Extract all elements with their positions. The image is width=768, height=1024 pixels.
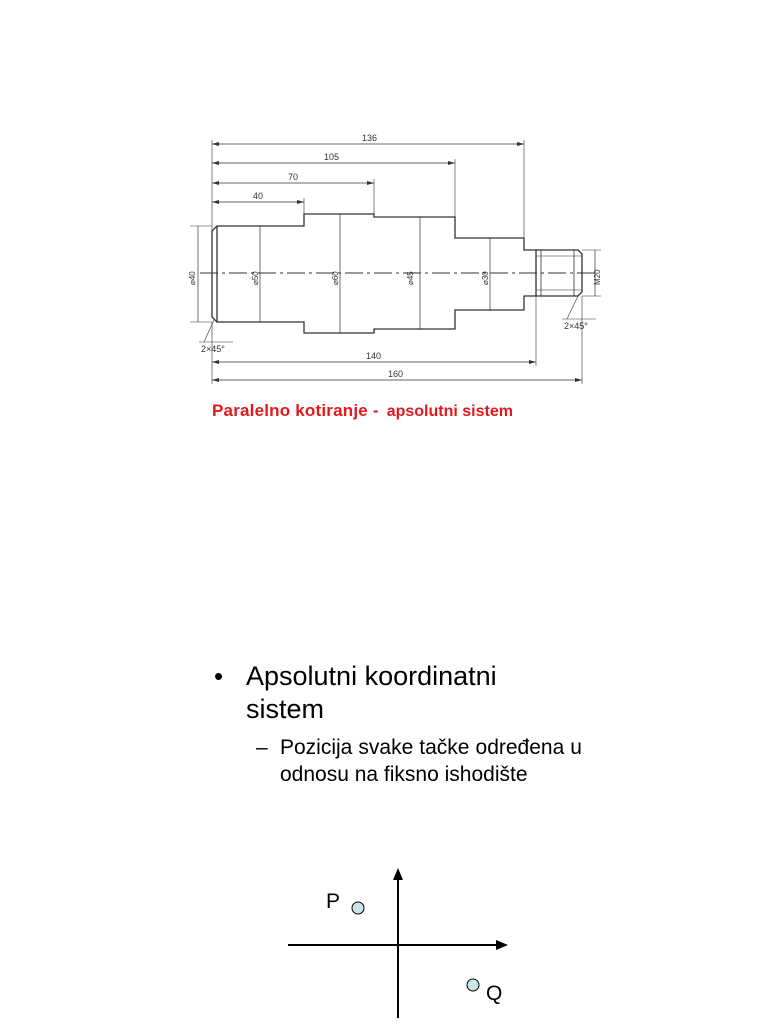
chamfer-left: 2×45° bbox=[201, 344, 225, 354]
bullet-level1 bbox=[212, 660, 582, 726]
point-q bbox=[467, 979, 479, 991]
dia-45: ⌀45 bbox=[406, 271, 415, 285]
caption-main: Paralelno kotiranje - bbox=[212, 401, 379, 420]
dim-40: 40 bbox=[253, 191, 264, 201]
coordinate-axes bbox=[288, 868, 508, 1018]
thread-m20: M20 bbox=[593, 269, 602, 285]
dia-30: ⌀30 bbox=[481, 271, 490, 285]
bullet-level2-text: Pozicija svake tačke određena u odnosu na fiksno ishodište bbox=[280, 736, 582, 786]
dim-105: 105 bbox=[324, 152, 340, 162]
drawing-caption bbox=[212, 401, 513, 421]
point-p-label: P bbox=[326, 890, 341, 913]
dia-50: ⌀50 bbox=[251, 271, 260, 285]
point-p bbox=[352, 902, 364, 914]
dim-136: 136 bbox=[362, 133, 378, 143]
dim-160: 160 bbox=[388, 369, 404, 379]
dim-140: 140 bbox=[366, 351, 382, 361]
bullet-list bbox=[212, 660, 582, 788]
dim-70: 70 bbox=[288, 172, 299, 182]
caption-sub: apsolutni sistem bbox=[386, 403, 513, 420]
bullet-dash: – bbox=[256, 736, 268, 759]
bullet-level1-text: Apsolutni koordinatni sistem bbox=[246, 661, 497, 724]
chamfer-right: 2×45° bbox=[564, 321, 588, 331]
dia-40: ⌀40 bbox=[188, 271, 197, 285]
point-q-label: Q bbox=[486, 982, 503, 1005]
bullet-dot: • bbox=[214, 661, 224, 691]
dia-60: ⌀60 bbox=[331, 271, 340, 285]
bullet-level2 bbox=[212, 734, 582, 788]
